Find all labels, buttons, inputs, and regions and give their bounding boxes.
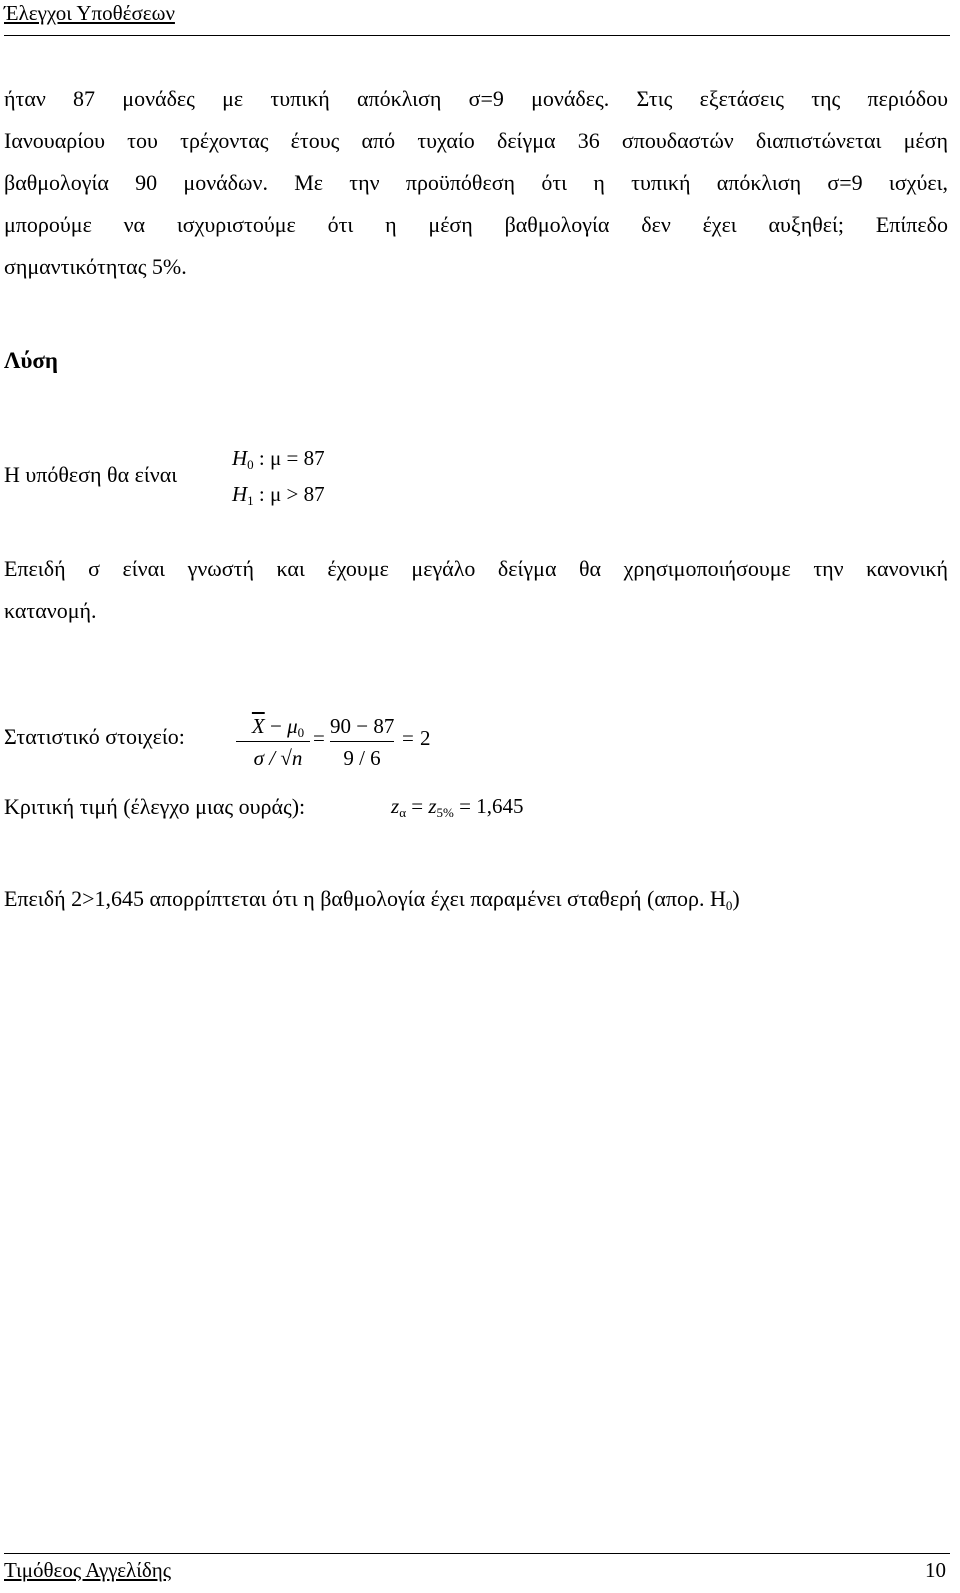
conclusion: Επειδή 2>1,645 απορρίπτεται ότι η βαθμολογία έχει παραμένει σταθερή (απορ. $H_0$): [4, 886, 740, 913]
page-number: 10: [925, 1558, 946, 1582]
h0-hypothesis: $H_0$ : μ = 87: [232, 446, 325, 472]
header-rule: [4, 35, 950, 36]
normal-line: κατανομή.: [4, 598, 97, 623]
normal-paragraph: [4, 548, 948, 632]
statistic-denominator-values: 9 / 6: [343, 746, 381, 770]
statistic-equals: =: [313, 726, 325, 750]
statistic-equals-result: =: [402, 726, 414, 750]
statistic-result: 2: [420, 726, 431, 750]
hypothesis-label: Η υπόθεση θα είναι: [4, 462, 178, 487]
h1-hypothesis: $H_1$ : μ > 87: [232, 482, 325, 508]
intro-line: σημαντικότητας 5%.: [4, 254, 187, 279]
critical-value: 1,645: [476, 794, 524, 818]
footer-author: Τιμόθεος Αγγελίδης: [4, 1558, 172, 1582]
footer-rule: [4, 1553, 950, 1554]
solution-heading: Λύση: [4, 348, 58, 373]
header-title: Έλεγχοι Υποθέσεων: [4, 1, 175, 25]
critical-value-label: Κριτική τιμή (έλεγχο μιας ουράς):: [4, 794, 306, 819]
statistic-numerator: $\overline{X} - \mu_0$: [251, 714, 305, 740]
intro-line: ήταν 87 μονάδες με τυπική απόκλιση σ=9 μονάδες. Στις εξετάσεις της περιόδου: [4, 86, 948, 111]
critical-value-expression: $z_\alpha = z_{5\%} = 1,645$: [391, 794, 524, 820]
statistic-label: Στατιστικό στοιχείο:: [4, 724, 185, 749]
intro-line: βαθμολογία 90 μονάδων. Με την προϋπόθεση ότι η τυπική απόκλιση σ=9 ισχύει,: [4, 170, 948, 195]
intro-line: Ιανουαρίου του τρέχοντας έτους από τυχαίο δείγμα 36 σπουδαστών διαπιστώνεται μέση: [4, 128, 948, 153]
h1-relation: : μ > 87: [258, 482, 325, 506]
statistic-denominator: σ / √n: [253, 746, 303, 770]
statistic-numerator-values: 90 − 87: [330, 714, 395, 738]
h0-relation: : μ = 87: [258, 446, 325, 470]
normal-line: Επειδή σ είναι γνωστή και έχουμε μεγάλο δείγμα θα χρησιμοποιήσουμε την κανονική: [4, 556, 948, 581]
intro-paragraph: [4, 78, 948, 288]
intro-line: μπορούμε να ισχυριστούμε ότι η μέση βαθμολογία δεν έχει αυξηθεί; Επίπεδο: [4, 212, 948, 237]
